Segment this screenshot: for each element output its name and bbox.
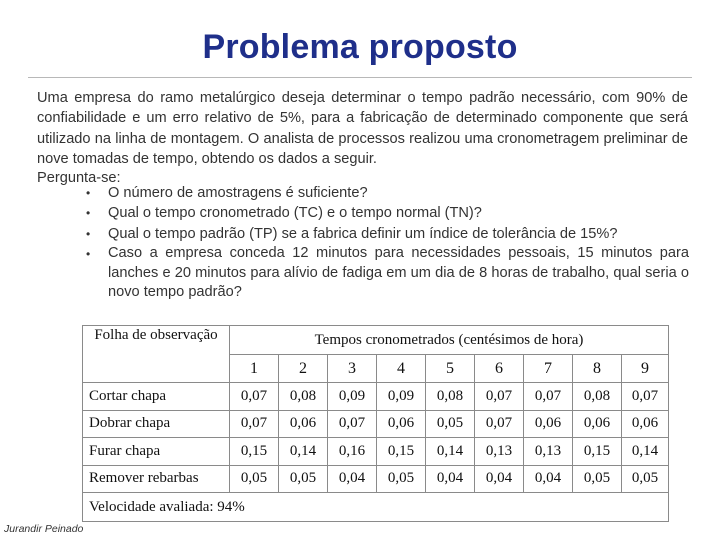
question-text: O número de amostragens é suficiente? bbox=[108, 185, 368, 201]
row-label: Cortar chapa bbox=[83, 383, 230, 411]
table-cell: 0,06 bbox=[573, 410, 622, 438]
rated-speed: Velocidade avaliada: 94% bbox=[83, 493, 377, 522]
table-cell: 0,06 bbox=[524, 410, 573, 438]
bullet-icon: • bbox=[86, 226, 91, 241]
table-cell: 0,05 bbox=[426, 410, 475, 438]
questions-list bbox=[0, 183, 720, 303]
row-label: Remover rebarbas bbox=[83, 465, 230, 493]
table-cell: 0,05 bbox=[377, 465, 426, 493]
table-row bbox=[83, 410, 669, 438]
bullet-icon: • bbox=[86, 247, 91, 262]
header-timed-values: Tempos cronometrados (centésimos de hora) bbox=[230, 326, 669, 355]
table-row bbox=[83, 383, 669, 411]
table-cell: 0,13 bbox=[524, 438, 573, 466]
table-cell: 0,06 bbox=[622, 410, 669, 438]
question-item bbox=[0, 203, 720, 223]
column-header: 1 bbox=[230, 355, 279, 383]
table-cell: 0,07 bbox=[524, 383, 573, 411]
table-cell: 0,14 bbox=[622, 438, 669, 466]
header-observation-sheet: Folha de observação bbox=[83, 326, 230, 383]
table-cell: 0,05 bbox=[230, 465, 279, 493]
table-cell: 0,14 bbox=[279, 438, 328, 466]
table-cell: 0,15 bbox=[573, 438, 622, 466]
author-credit: Jurandir Peinado bbox=[4, 523, 84, 535]
column-header: 2 bbox=[279, 355, 328, 383]
observation-table bbox=[82, 325, 669, 522]
table-cell: 0,09 bbox=[328, 383, 377, 411]
question-item bbox=[0, 224, 720, 244]
table-cell: 0,15 bbox=[230, 438, 279, 466]
question-text: Caso a empresa conceda 12 minutos para necessidades pessoais, 15 minutos para lanches e 20 minutos para alívio de fadiga em um dia de 8 horas de trabalho, qual seria o novo tempo padrão? bbox=[108, 245, 689, 301]
table-cell: 0,15 bbox=[377, 438, 426, 466]
table-cell: 0,04 bbox=[475, 465, 524, 493]
table-cell: 0,07 bbox=[475, 383, 524, 411]
bullet-icon: • bbox=[86, 206, 91, 221]
question-item bbox=[0, 183, 720, 203]
column-header: 9 bbox=[622, 355, 669, 383]
question-text: Qual o tempo cronometrado (TC) e o tempo normal (TN)? bbox=[108, 205, 482, 222]
row-label: Dobrar chapa bbox=[83, 410, 230, 438]
table-cell: 0,13 bbox=[475, 438, 524, 466]
table-cell: 0,14 bbox=[426, 438, 475, 466]
table-cell: 0,07 bbox=[475, 410, 524, 438]
question-item bbox=[0, 244, 720, 303]
table-cell: 0,07 bbox=[622, 383, 669, 411]
table-cell: 0,09 bbox=[377, 383, 426, 411]
table-cell: 0,07 bbox=[230, 383, 279, 411]
table-cell: 0,05 bbox=[622, 465, 669, 493]
question-text: Qual o tempo padrão (TP) se a fabrica definir um índice de tolerância de 15%? bbox=[108, 225, 618, 242]
title-divider bbox=[28, 77, 692, 78]
table-cell: 0,06 bbox=[279, 410, 328, 438]
table-cell: 0,06 bbox=[377, 410, 426, 438]
slide-title: Problema proposto bbox=[202, 28, 518, 66]
questions-lead: Pergunta-se: bbox=[37, 170, 121, 186]
column-header: 3 bbox=[328, 355, 377, 383]
column-header: 6 bbox=[475, 355, 524, 383]
table-cell: 0,05 bbox=[279, 465, 328, 493]
table-cell: 0,04 bbox=[426, 465, 475, 493]
column-header: 5 bbox=[426, 355, 475, 383]
table-cell: 0,08 bbox=[426, 383, 475, 411]
table-cell: 0,04 bbox=[524, 465, 573, 493]
table-footer-row bbox=[83, 493, 669, 522]
column-header: 8 bbox=[573, 355, 622, 383]
row-label: Furar chapa bbox=[83, 438, 230, 466]
table-cell: 0,16 bbox=[328, 438, 377, 466]
table-cell: 0,04 bbox=[328, 465, 377, 493]
table-row bbox=[83, 465, 669, 493]
column-header: 7 bbox=[524, 355, 573, 383]
table-cell: 0,08 bbox=[573, 383, 622, 411]
table-cell: 0,07 bbox=[230, 410, 279, 438]
footer-empty-cell bbox=[377, 493, 669, 522]
bullet-icon: • bbox=[86, 186, 91, 200]
column-header: 4 bbox=[377, 355, 426, 383]
table-body bbox=[83, 383, 669, 493]
table-cell: 0,08 bbox=[279, 383, 328, 411]
problem-statement: Uma empresa do ramo metalúrgico deseja determinar o tempo padrão necessário, com 90% de confiabilidade e um erro relativo de 5%, para a fabricação de determinado componente que será utilizado na linha de montagem. O analista de processos realizou uma cronometragem preliminar de nove tomadas de tempo, obtendo os dados a seguir. bbox=[37, 90, 688, 168]
table-cell: 0,07 bbox=[328, 410, 377, 438]
table-row bbox=[83, 438, 669, 466]
table-cell: 0,05 bbox=[573, 465, 622, 493]
